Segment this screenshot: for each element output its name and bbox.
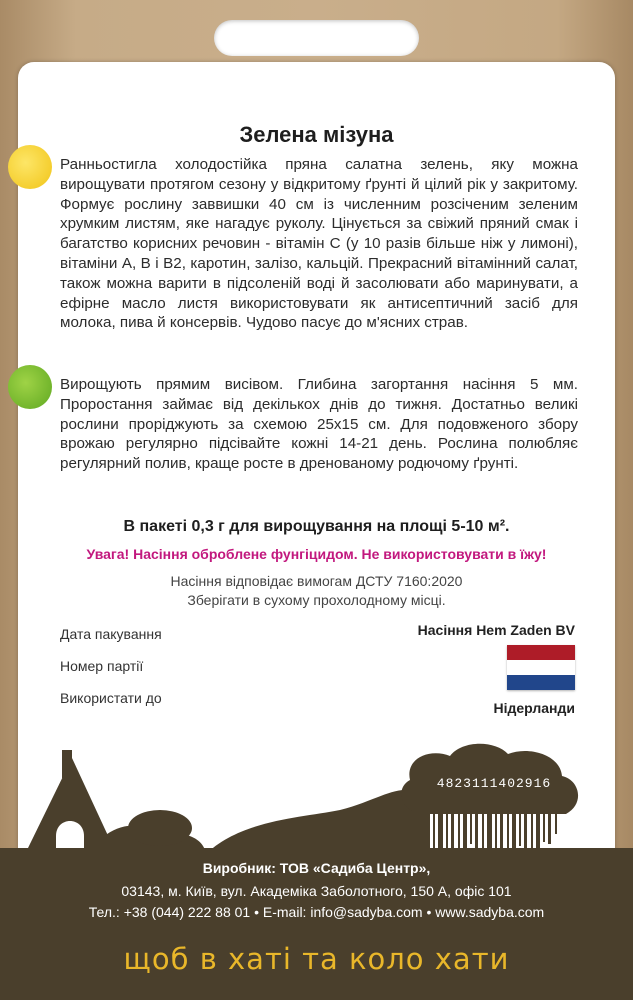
description-line: засолювати або маринувати, а ефірне масло листя xyxy=(60,274,578,312)
description-line: корисних речовин - вітамін С (у 10 разів більше ніж у лимоні), xyxy=(133,235,578,253)
packet-weight-info: В пакеті 0,3 г для вирощування на площі 5-10 м². xyxy=(123,518,510,535)
brand-slogan: щоб в хаті та коло хати xyxy=(123,942,510,976)
description-line: нагадує руколу. Цінується за свіжий пряний смак і багатство xyxy=(60,215,578,253)
growing-line: 25х15 см. Для подовженого збору врожаю регулярно xyxy=(60,415,578,453)
manufacturer-address: 03143, м. Київ, вул. Академіка Заболотного, 150 А, офіс 101 xyxy=(121,883,512,899)
growing-line: підсівайте кожні 14-21 день. Рослина полюбляє регулярний xyxy=(60,435,578,473)
growing-line: Вирощують прямим висівом. Глибина загортання насіння xyxy=(60,376,516,393)
description-line: Ранньостигла холодостійка пряна салатна зелень, яку xyxy=(60,156,514,173)
green-bullet-icon xyxy=(8,365,52,409)
manufacturer-name: Виробник: ТОВ «Садиба Центр», xyxy=(202,860,431,876)
barcode-number: 4823111402916 xyxy=(436,776,552,791)
description-line: можна вирощувати протягом сезону у відкритому ґрунті й xyxy=(60,156,578,193)
description-line: використовувати як антисептичний засіб для молока, пива й xyxy=(60,294,578,332)
growing-paragraph xyxy=(60,375,578,474)
description-line: цілий рік у закритому. Формує рослину заввишки 40 см із xyxy=(60,175,578,213)
product-title: Зелена мізуна xyxy=(239,122,394,147)
seed-supplier: Насіння Hem Zaden BV xyxy=(417,622,575,638)
description-line: консервів. Чудово пасує до м'ясних страв. xyxy=(169,314,468,332)
growing-line: Достатньо великі рослини проріджують за схемою xyxy=(60,395,578,433)
growing-line: 5 мм. Проростання займає від декількох днів до тижня. xyxy=(60,376,578,413)
description-line: вітаміни А, В і В2, каротин, залізо, кальцій. Прекрасний xyxy=(60,254,453,272)
yellow-bullet-icon xyxy=(8,145,52,189)
use-by-label: Використати до xyxy=(60,690,162,706)
description-paragraph xyxy=(60,155,578,333)
origin-country: Нідерланди xyxy=(493,700,575,716)
standard-compliance: Насіння відповідає вимогам ДСТУ 7160:2020 xyxy=(170,573,463,589)
batch-number-label: Номер партії xyxy=(60,658,144,674)
netherlands-flag-icon xyxy=(507,645,575,690)
description-line: вітамінний салат, також можна варити в підсоленій воді й xyxy=(60,254,578,292)
storage-instructions: Зберігати в сухому прохолодному місці. xyxy=(187,592,446,608)
fungicide-warning: Увага! Насіння оброблене фунгіцидом. Не використовувати в їжу! xyxy=(86,546,547,562)
hanger-hole xyxy=(214,20,419,56)
description-line: численним розсіченим зеленим хрумким листям, яке xyxy=(60,195,578,233)
growing-line: полив, краще росте в дренованому родючому ґрунті. xyxy=(144,455,519,473)
packing-date-label: Дата пакування xyxy=(60,626,162,642)
manufacturer-contacts: Тел.: +38 (044) 222 88 01 • E-mail: info@sadyba.com • www.sadyba.com xyxy=(88,904,545,920)
